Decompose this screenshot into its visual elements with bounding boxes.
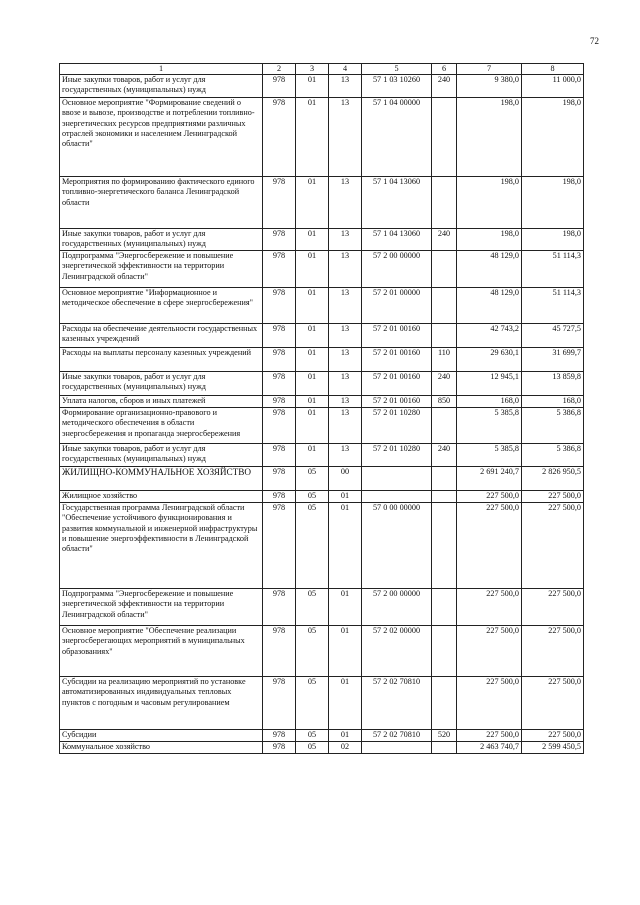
cell-col-4: 13 [329,288,362,324]
cell-col-6 [432,491,457,503]
cell-col-3: 01 [296,75,329,98]
cell-col-6 [432,626,457,677]
cell-col-2: 978 [263,491,296,503]
cell-col-6 [432,98,457,177]
column-header: 2 [263,64,296,75]
cell-col-2: 978 [263,75,296,98]
cell-col-8: 227 500,0 [522,491,584,503]
cell-col-7: 2 691 240,7 [457,467,522,491]
cell-col-3: 01 [296,288,329,324]
cell-col-5: 57 1 04 00000 [362,98,432,177]
cell-col-6 [432,324,457,348]
column-header: 7 [457,64,522,75]
cell-col-4: 13 [329,324,362,348]
cell-col-6: 240 [432,75,457,98]
row-name: Субсидии [60,730,263,742]
table-row [60,251,584,288]
cell-col-7: 198,0 [457,229,522,251]
row-name: ЖИЛИЩНО-КОММУНАЛЬНОЕ ХОЗЯЙСТВО [60,467,263,491]
cell-col-7: 198,0 [457,98,522,177]
table-row [60,229,584,251]
column-header: 4 [329,64,362,75]
column-header: 1 [60,64,263,75]
cell-col-7: 227 500,0 [457,589,522,626]
cell-col-2: 978 [263,677,296,730]
cell-col-7: 227 500,0 [457,491,522,503]
cell-col-4: 13 [329,408,362,444]
cell-col-6 [432,742,457,754]
cell-col-5: 57 2 01 10280 [362,408,432,444]
cell-col-3: 01 [296,444,329,467]
cell-col-3: 05 [296,742,329,754]
cell-col-6: 520 [432,730,457,742]
cell-col-3: 01 [296,324,329,348]
row-name: Иные закупки товаров, работ и услуг для государственных (муниципальных) нужд [60,444,263,467]
cell-col-5: 57 1 03 10260 [362,75,432,98]
cell-col-8: 51 114,3 [522,288,584,324]
cell-col-3: 05 [296,589,329,626]
cell-col-3: 05 [296,730,329,742]
cell-col-5: 57 2 01 00160 [362,348,432,372]
row-name: Мероприятия по формированию фактического единого топливно-энергетического баланса Ленинградской области [60,177,263,229]
cell-col-7: 227 500,0 [457,503,522,589]
cell-col-5: 57 2 01 00160 [362,372,432,396]
table-row [60,467,584,491]
cell-col-6 [432,288,457,324]
table-row [60,730,584,742]
cell-col-6: 110 [432,348,457,372]
cell-col-2: 978 [263,288,296,324]
row-name: Государственная программа Ленинградской области "Обеспечение устойчивого функционирования и развития коммунальной и инженерной инфраструктуры и повышение энергоэффективности в Ленинградской области" [60,503,263,589]
cell-col-2: 978 [263,98,296,177]
table-row [60,396,584,408]
column-header: 6 [432,64,457,75]
cell-col-7: 5 385,8 [457,444,522,467]
cell-col-4: 02 [329,742,362,754]
cell-col-5: 57 2 02 70810 [362,677,432,730]
cell-col-8: 168,0 [522,396,584,408]
cell-col-7: 168,0 [457,396,522,408]
table-row [60,288,584,324]
cell-col-5 [362,491,432,503]
cell-col-8: 5 386,8 [522,444,584,467]
cell-col-3: 05 [296,503,329,589]
cell-col-2: 978 [263,626,296,677]
cell-col-7: 227 500,0 [457,730,522,742]
cell-col-6 [432,589,457,626]
cell-col-6 [432,503,457,589]
cell-col-4: 13 [329,75,362,98]
cell-col-3: 01 [296,251,329,288]
row-name: Коммунальное хозяйство [60,742,263,754]
cell-col-3: 05 [296,626,329,677]
cell-col-2: 978 [263,503,296,589]
cell-col-3: 01 [296,229,329,251]
cell-col-5: 57 2 01 00160 [362,396,432,408]
cell-col-3: 05 [296,491,329,503]
table-row [60,372,584,396]
cell-col-6: 240 [432,229,457,251]
cell-col-5: 57 2 01 00000 [362,288,432,324]
cell-col-4: 13 [329,229,362,251]
cell-col-4: 13 [329,348,362,372]
cell-col-4: 01 [329,626,362,677]
cell-col-8: 198,0 [522,177,584,229]
cell-col-4: 01 [329,589,362,626]
table-row [60,75,584,98]
cell-col-2: 978 [263,408,296,444]
cell-col-8: 198,0 [522,98,584,177]
cell-col-7: 227 500,0 [457,677,522,730]
cell-col-3: 01 [296,372,329,396]
column-header: 5 [362,64,432,75]
cell-col-6 [432,467,457,491]
table-row [60,177,584,229]
cell-col-5: 57 2 00 00000 [362,589,432,626]
cell-col-2: 978 [263,467,296,491]
budget-table [59,63,584,754]
cell-col-7: 5 385,8 [457,408,522,444]
cell-col-7: 2 463 740,7 [457,742,522,754]
cell-col-5: 57 2 00 00000 [362,251,432,288]
cell-col-8: 5 386,8 [522,408,584,444]
cell-col-5 [362,467,432,491]
cell-col-8: 227 500,0 [522,730,584,742]
cell-col-3: 01 [296,396,329,408]
cell-col-5: 57 2 01 00160 [362,324,432,348]
cell-col-4: 13 [329,251,362,288]
row-name: Формирование организационно-правового и методического обеспечения в области энергосбережения и пропаганда энергосбережения [60,408,263,444]
row-name: Расходы на обеспечение деятельности государственных казенных учреждений [60,324,263,348]
table-row [60,444,584,467]
cell-col-5: 57 1 04 13060 [362,229,432,251]
cell-col-5: 57 0 00 00000 [362,503,432,589]
cell-col-2: 978 [263,372,296,396]
cell-col-7: 48 129,0 [457,288,522,324]
cell-col-2: 978 [263,324,296,348]
table-row [60,324,584,348]
cell-col-8: 45 727,5 [522,324,584,348]
cell-col-5: 57 1 04 13060 [362,177,432,229]
cell-col-4: 01 [329,730,362,742]
cell-col-5: 57 2 02 00000 [362,626,432,677]
cell-col-6: 240 [432,444,457,467]
cell-col-4: 13 [329,98,362,177]
cell-col-5: 57 2 01 10280 [362,444,432,467]
cell-col-4: 01 [329,491,362,503]
cell-col-7: 227 500,0 [457,626,522,677]
cell-col-8: 2 599 450,5 [522,742,584,754]
cell-col-2: 978 [263,730,296,742]
cell-col-6 [432,677,457,730]
cell-col-8: 198,0 [522,229,584,251]
column-header: 8 [522,64,584,75]
cell-col-2: 978 [263,251,296,288]
cell-col-8: 51 114,3 [522,251,584,288]
header-row [60,64,584,75]
table-row [60,503,584,589]
cell-col-4: 13 [329,444,362,467]
cell-col-2: 978 [263,348,296,372]
cell-col-4: 01 [329,677,362,730]
row-name: Основное мероприятие "Обеспечение реализации энергосберегающих мероприятий в муниципальных образованиях" [60,626,263,677]
cell-col-3: 01 [296,98,329,177]
page-number: 72 [590,36,599,46]
row-name: Подпрограмма "Энергосбережение и повышение энергетической эффективности на территории Ленинградской области" [60,589,263,626]
cell-col-8: 2 826 950,5 [522,467,584,491]
row-name: Иные закупки товаров, работ и услуг для государственных (муниципальных) нужд [60,75,263,98]
cell-col-2: 978 [263,444,296,467]
cell-col-6 [432,251,457,288]
cell-col-5: 57 2 02 70810 [362,730,432,742]
cell-col-5 [362,742,432,754]
row-name: Расходы на выплаты персоналу казенных учреждений [60,348,263,372]
cell-col-8: 31 699,7 [522,348,584,372]
cell-col-4: 13 [329,177,362,229]
row-name: Жилищное хозяйство [60,491,263,503]
table-row [60,677,584,730]
row-name: Иные закупки товаров, работ и услуг для государственных (муниципальных) нужд [60,372,263,396]
cell-col-7: 42 743,2 [457,324,522,348]
cell-col-3: 05 [296,677,329,730]
cell-col-3: 01 [296,177,329,229]
cell-col-4: 01 [329,503,362,589]
table-row [60,491,584,503]
cell-col-7: 12 945,1 [457,372,522,396]
cell-col-4: 00 [329,467,362,491]
table-row [60,98,584,177]
row-name: Иные закупки товаров, работ и услуг для государственных (муниципальных) нужд [60,229,263,251]
cell-col-3: 01 [296,408,329,444]
cell-col-6: 240 [432,372,457,396]
cell-col-2: 978 [263,396,296,408]
cell-col-3: 05 [296,467,329,491]
cell-col-3: 01 [296,348,329,372]
cell-col-2: 978 [263,177,296,229]
row-name: Основное мероприятие "Информационное и методическое обеспечение в сфере энергосбережения" [60,288,263,324]
cell-col-7: 9 380,0 [457,75,522,98]
cell-col-8: 227 500,0 [522,589,584,626]
cell-col-8: 227 500,0 [522,503,584,589]
table-row [60,589,584,626]
cell-col-6: 850 [432,396,457,408]
table-row [60,742,584,754]
cell-col-2: 978 [263,589,296,626]
row-name: Основное мероприятие "Формирование сведений о ввозе и вывозе, производстве и потреблении топливно-энергетических ресурсов предприятиями различных отраслей экономики и населением Ленинградской области" [60,98,263,177]
row-name: Субсидии на реализацию мероприятий по установке автоматизированных индивидуальных тепловых пунктов с погодным и часовым регулированием [60,677,263,730]
cell-col-7: 48 129,0 [457,251,522,288]
cell-col-2: 978 [263,229,296,251]
cell-col-6 [432,177,457,229]
cell-col-2: 978 [263,742,296,754]
table-row [60,626,584,677]
column-header: 3 [296,64,329,75]
cell-col-7: 198,0 [457,177,522,229]
cell-col-8: 227 500,0 [522,677,584,730]
table-row [60,348,584,372]
table-row [60,408,584,444]
row-name: Уплата налогов, сборов и иных платежей [60,396,263,408]
row-name: Подпрограмма "Энергосбережение и повышение энергетической эффективности на территории Ленинградской области" [60,251,263,288]
cell-col-8: 13 859,8 [522,372,584,396]
cell-col-4: 13 [329,372,362,396]
cell-col-8: 227 500,0 [522,626,584,677]
cell-col-6 [432,408,457,444]
cell-col-4: 13 [329,396,362,408]
cell-col-8: 11 000,0 [522,75,584,98]
cell-col-7: 29 630,1 [457,348,522,372]
